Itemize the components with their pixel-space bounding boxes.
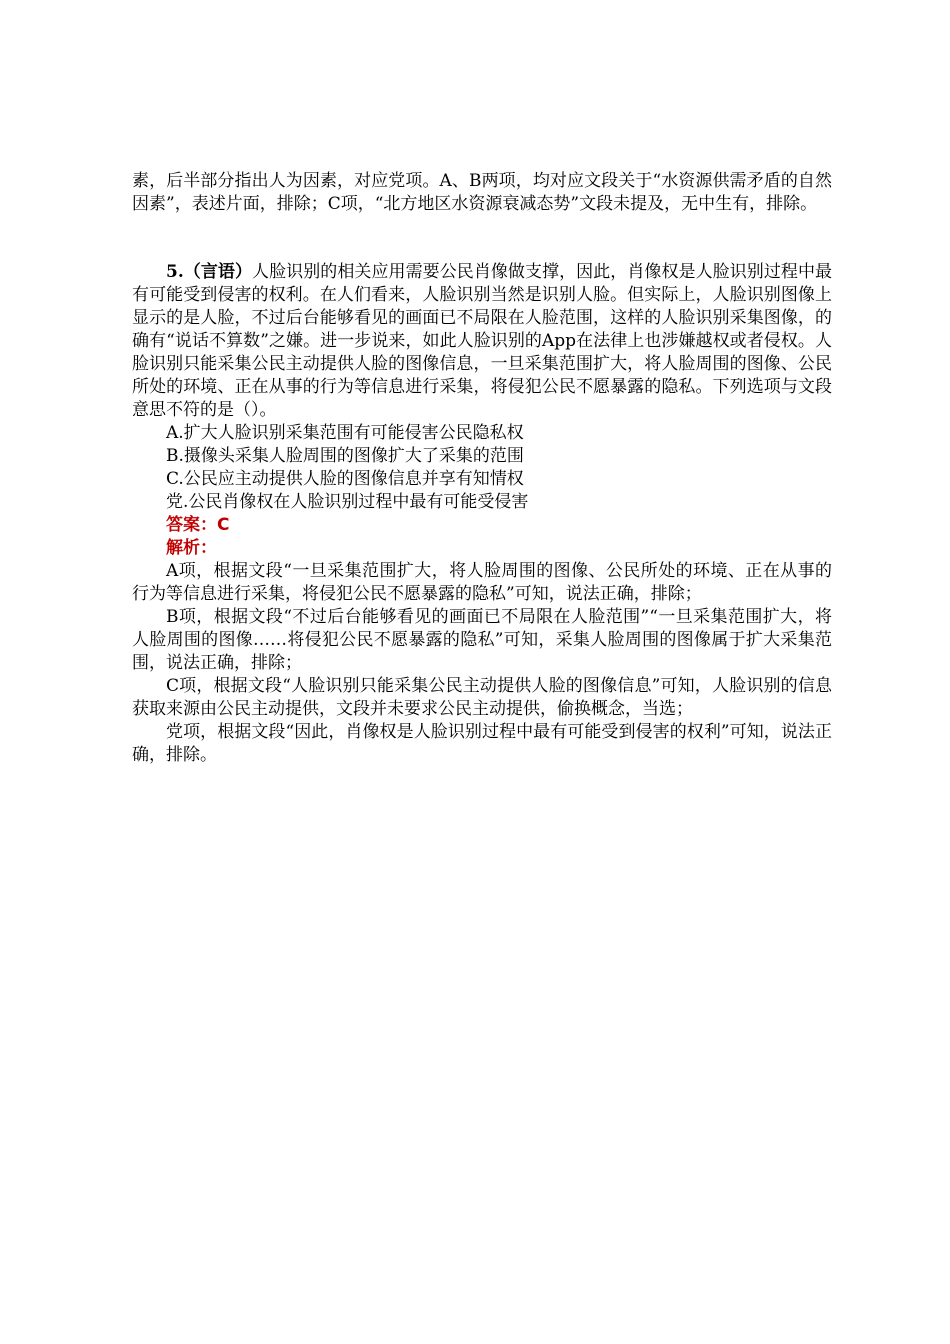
option-d: 党.公民肖像权在人脸识别过程中最有可能受侵害: [166, 492, 529, 512]
option-a: A.扩大人脸识别采集范围有可能侵害公民隐私权: [166, 423, 524, 443]
document-content: [132, 170, 832, 767]
question-stem-paragraph: [132, 261, 832, 422]
previous-explanation: 素，后半部分指出人为因素，对应党项。A、B两项，均对应文段关于“水资源供需矛盾的自然因素”，表述片面，排除；C项，“北方地区水资源衰减态势”文段未提及，无中生有，排除。: [132, 171, 832, 214]
question-tag: （言语）: [183, 262, 253, 282]
option-b: B.摄像头采集人脸周围的图像扩大了采集的范围: [166, 446, 524, 466]
analysis-item-b: B项，根据文段“不过后台能够看见的画面已不局限在人脸范围”“一旦采集范围扩大，将人脸周围的图像……将侵犯公民不愿暴露的隐私”可知，采集人脸周围的图像属于扩大采集范围，说法正确，排除；: [132, 607, 832, 673]
answer-label: 答案：C: [166, 515, 230, 535]
option-c: C.公民应主动提供人脸的图像信息并享有知情权: [166, 469, 524, 489]
analysis-item-d: 党项，根据文段“因此，肖像权是人脸识别过程中最有可能受到侵害的权利”可知，说法正确，排除。: [132, 722, 832, 765]
analysis-item-c: C项，根据文段“人脸识别只能采集公民主动提供人脸的图像信息”可知，人脸识别的信息获取来源由公民主动提供，文段并未要求公民主动提供，偷换概念，当选；: [132, 676, 832, 719]
question-number: 5.: [166, 262, 184, 282]
paragraph-gap: [132, 216, 832, 261]
analysis-item-a: A项，根据文段“一旦采集范围扩大，将人脸周围的图像、公民所处的环境、正在从事的行为等信息进行采集，将侵犯公民不愿暴露的隐私”可知，说法正确，排除；: [132, 561, 832, 604]
analysis-label: 解析：: [166, 538, 217, 558]
question-stem: 人脸识别的相关应用需要公民肖像做支撑，因此，肖像权是人脸识别过程中最有可能受到侵害的权利。在人们看来，人脸识别当然是识别人脸。但实际上，人脸识别图像上显示的是人脸，不过后台能够看见的画面已不局限在人脸范围，这样的人脸识别采集图像，的确有“说话不算数”之嫌。进一步说来，如此人脸识别的App在法律上也涉嫌越权或者侵权。人脸识别只能采集公民主动提供人脸的图像信息，一旦采集范围扩大，将人脸周围的图像、公民所处的环境、正在从事的行为等信息进行采集，将侵犯公民不愿暴露的隐私。下列选项与文段意思不符的是（）。: [132, 262, 832, 420]
analysis-section: [132, 560, 832, 767]
